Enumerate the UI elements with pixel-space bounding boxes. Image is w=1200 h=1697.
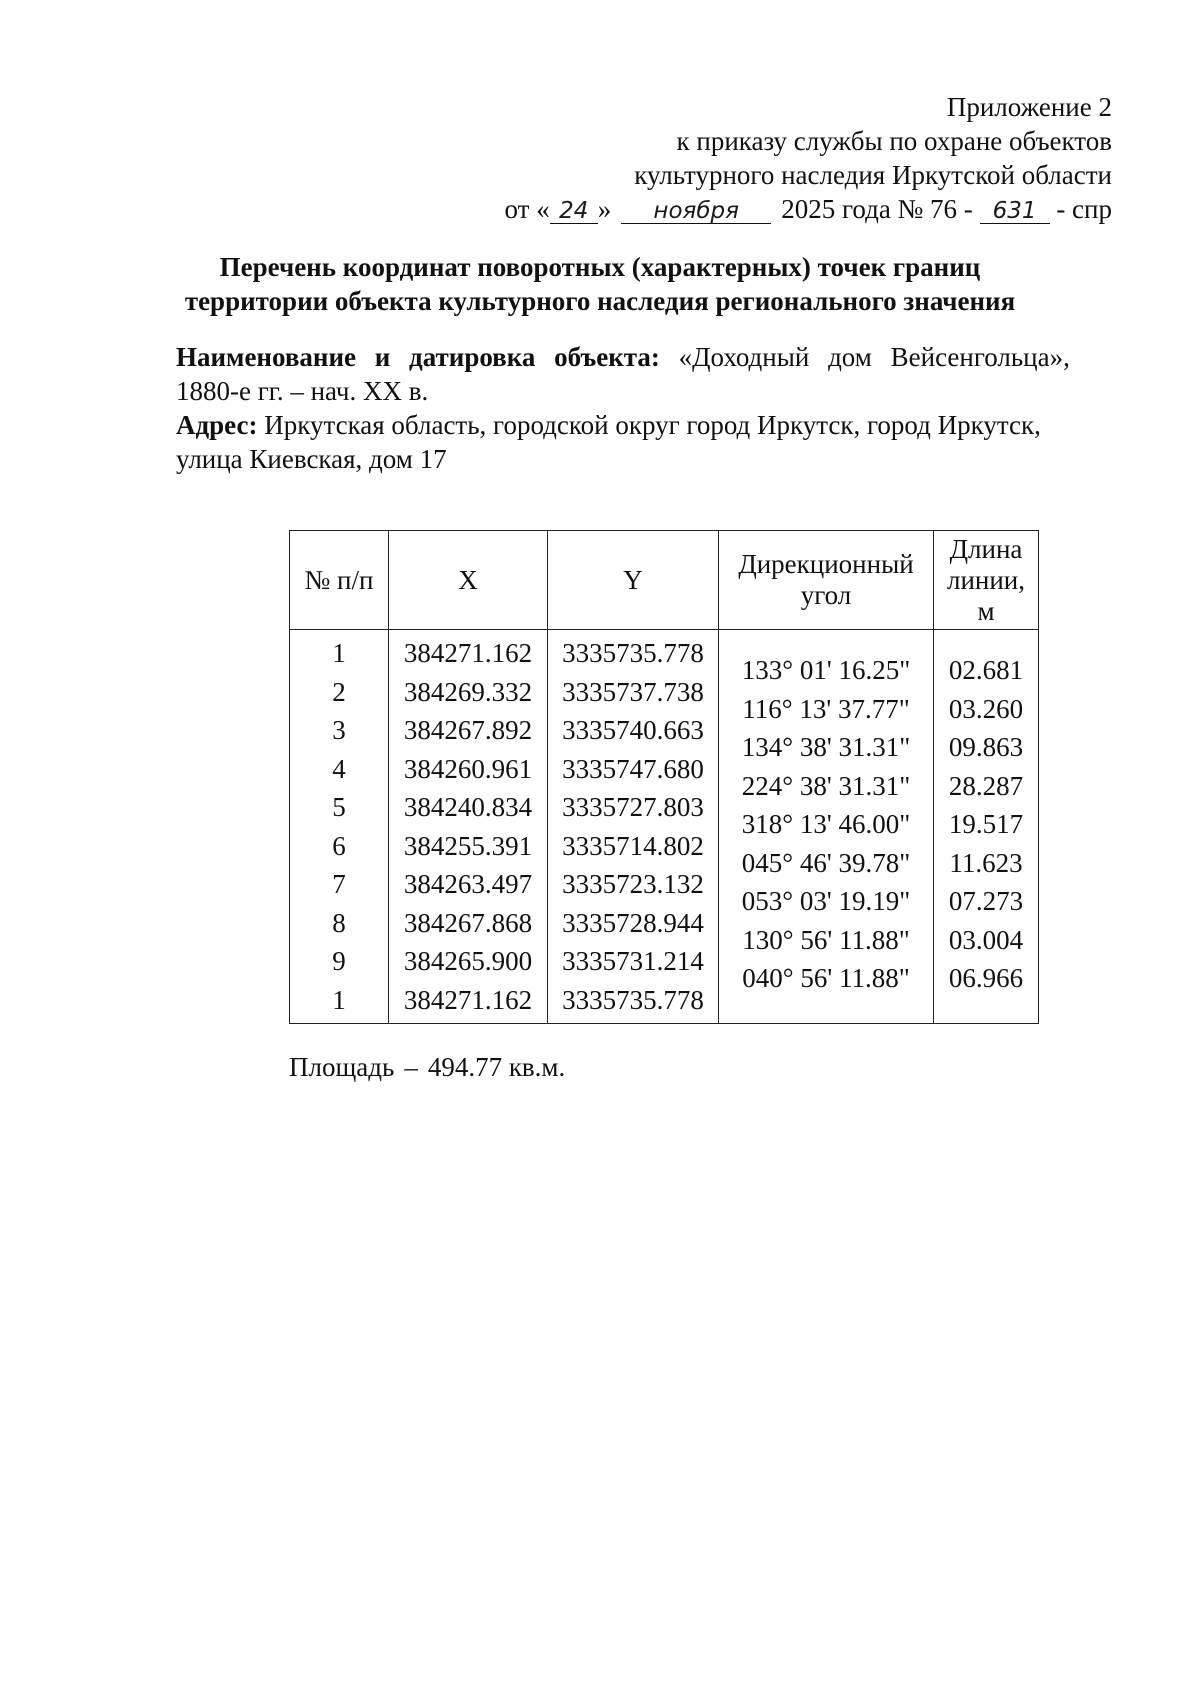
title-line-1: Перечень координат поворотных (характерных) точек границ: [219, 252, 981, 282]
handwritten-order-number: 631: [980, 199, 1050, 224]
angle-list: [719, 630, 933, 1022]
year-text: 2025 года № 76 -: [781, 194, 973, 224]
point-number: 9: [332, 946, 346, 976]
length-value: 07.273: [948, 886, 1024, 916]
order-suffix: - спр: [1056, 194, 1112, 224]
y-value: 3335731.214: [562, 946, 704, 976]
length-value: 19.517: [948, 809, 1024, 839]
angle-value: 040° 56' 11.88": [742, 963, 910, 993]
angle-value: 130° 56' 11.88": [742, 924, 910, 955]
x-column: [389, 630, 548, 1024]
area-line: [289, 1050, 565, 1084]
appendix-line-3: культурного наследия Иркутской области: [634, 160, 1112, 190]
y-column: [548, 630, 719, 1024]
length-value: 11.623: [949, 847, 1023, 878]
length-value: 09.863: [948, 732, 1024, 762]
point-number: 8: [332, 907, 346, 938]
angle-value: 133° 01' 16.25": [741, 655, 911, 685]
point-number: 1: [332, 638, 346, 668]
length-value: 02.681: [948, 655, 1024, 685]
area-dash: –: [404, 1052, 418, 1082]
x-value: 384271.162: [403, 984, 533, 1015]
y-value: 3335735.778: [562, 984, 704, 1015]
appendix-header: [505, 90, 1113, 226]
length-value: 06.966: [948, 963, 1024, 993]
table-header-row: [290, 531, 1039, 630]
length-column: [934, 630, 1039, 1024]
header-length-line-1: Длина: [949, 533, 1023, 564]
object-address-cont: улица Киевская, дом 17: [176, 444, 447, 474]
y-value: 3335714.802: [562, 830, 704, 861]
length-value: 28.287: [948, 770, 1024, 801]
x-value: 384260.961: [403, 753, 533, 784]
object-name-paragraph: [176, 340, 1124, 374]
point-number-list: [290, 630, 388, 1023]
x-value: 384255.391: [403, 830, 533, 861]
point-number: 2: [332, 676, 346, 707]
object-address-label: Адрес:: [176, 410, 258, 440]
object-address-value: Иркутская область, городской округ город Иркутск, город Иркутск,: [264, 410, 1041, 440]
object-info: [176, 340, 1124, 476]
x-value: 384267.892: [403, 715, 533, 745]
length-list: [934, 630, 1038, 1022]
x-value: 384263.497: [403, 869, 533, 899]
y-value: 3335727.803: [562, 792, 704, 822]
x-value: 384265.900: [403, 946, 533, 976]
date-prefix: от «: [504, 194, 550, 224]
point-number: 6: [332, 830, 346, 861]
appendix-title: Приложение 2: [946, 92, 1112, 122]
y-value: 3335737.738: [562, 676, 704, 707]
length-value: 03.260: [948, 693, 1024, 724]
angle-value: 116° 13' 37.77": [742, 693, 910, 724]
x-value: 384267.868: [403, 907, 533, 938]
angle-value: 045° 46' 39.78": [741, 847, 911, 878]
coordinates-table: [289, 530, 1039, 1024]
appendix-line-2: к приказу службы по охране объектов: [676, 126, 1112, 156]
header-number: № п/п: [290, 531, 389, 630]
y-value: 3335723.132: [562, 869, 704, 899]
area-label: Площадь: [289, 1052, 395, 1082]
y-value: 3335735.778: [562, 638, 704, 668]
y-list: [548, 630, 718, 1023]
handwritten-day: 24: [550, 199, 598, 224]
y-value: 3335740.663: [562, 715, 704, 745]
length-value: 03.004: [948, 924, 1024, 955]
object-address-paragraph: [176, 408, 1124, 442]
header-angle-line-2: угол: [800, 580, 852, 610]
date-mid: »: [597, 194, 612, 224]
title-line-2: территории объекта культурного наследия регионального значения: [184, 286, 1016, 316]
x-value: 384271.162: [403, 638, 533, 668]
x-value: 384240.834: [403, 792, 533, 822]
area-value: 494.77 кв.м.: [427, 1052, 566, 1082]
angle-value: 134° 38' 31.31": [741, 732, 911, 762]
header-length: [934, 531, 1039, 630]
header-y: Y: [548, 531, 719, 630]
document-title: [0, 250, 1200, 318]
angle-column: [719, 630, 934, 1024]
handwritten-month: ноября: [621, 199, 771, 224]
x-value: 384269.332: [403, 676, 533, 707]
header-angle-line-1: Дирекционный: [738, 549, 914, 579]
header-length-line-2: линии,: [946, 564, 1026, 595]
angle-value: 224° 38' 31.31": [741, 770, 911, 801]
header-angle: [719, 531, 934, 630]
y-value: 3335728.944: [562, 907, 704, 938]
point-number: 1: [332, 984, 346, 1015]
angle-value: 053° 03' 19.19": [741, 886, 911, 916]
header-length-line-3: м: [977, 595, 995, 626]
y-value: 3335747.680: [562, 753, 704, 784]
angle-value: 318° 13' 46.00": [741, 809, 911, 839]
point-number: 5: [332, 792, 346, 822]
point-number: 4: [332, 753, 346, 784]
point-number: 3: [332, 715, 346, 745]
point-number: 7: [332, 869, 346, 899]
header-x: X: [389, 531, 548, 630]
object-dating: 1880-е гг. – нач. XX в.: [176, 376, 429, 406]
object-name-label: Наименование и датировка объекта:: [176, 342, 660, 372]
point-number-column: [290, 630, 389, 1024]
x-list: [389, 630, 547, 1023]
object-name-value: «Доходный дом Вейсенгольца»,: [678, 342, 1070, 372]
table-body-row: [290, 630, 1039, 1024]
order-date-line: [505, 192, 1113, 226]
